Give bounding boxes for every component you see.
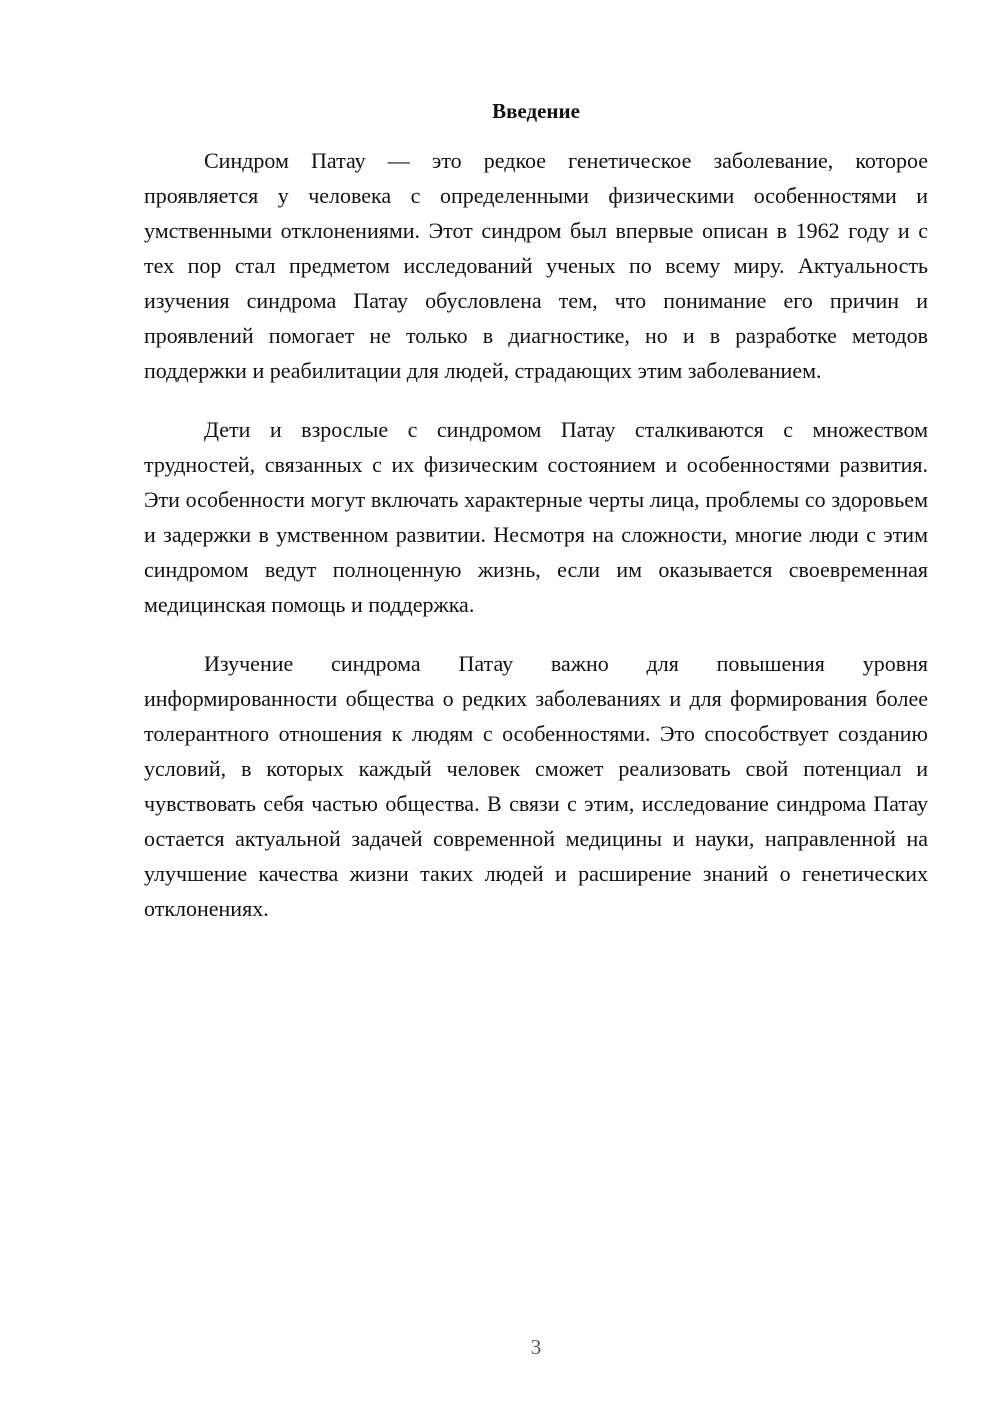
body-text [144, 143, 928, 950]
paragraph-3: Изучение синдрома Патау важно для повышения уровня информированности общества о редких заболеваниях и для формирования более толерантного отношения к людям с особенностями. Это способствует созданию условий, в которых каждый человек сможет реализовать свой потенциал и чувствовать себя частью общества. В связи с этим, исследование синдрома Патау остается актуальной задачей современной медицины и науки, направленной на улучшение качества жизни таких людей и расширение знаний о генетических отклонениях. [144, 651, 928, 921]
paragraph-2: Дети и взрослые с синдромом Патау сталкиваются с множеством трудностей, связанных с их физическим состоянием и особенностями развития. Эти особенности могут включать характерные черты лица, проблемы со здоровьем и задержки в умственном развитии. Несмотря на сложности, многие люди с этим синдромом ведут полноценную жизнь, если им оказывается своевременная медицинская помощь и поддержка. [144, 417, 928, 617]
page-number: 3 [530, 1335, 542, 1359]
paragraph-1: Синдром Патау — это редкое генетическое заболевание, которое проявляется у человека с определенными физическими особенностями и умственными отклонениями. Этот синдром был впервые описан в 1962 году и с тех пор стал предметом исследований ученых по всему миру. Актуальность изучения синдрома Патау обусловлена тем, что понимание его причин и проявлений помогает не только в диагностике, но и в разработке методов поддержки и реабилитации для людей, страдающих этим заболеванием. [144, 148, 928, 383]
section-heading: Введение [492, 99, 580, 123]
